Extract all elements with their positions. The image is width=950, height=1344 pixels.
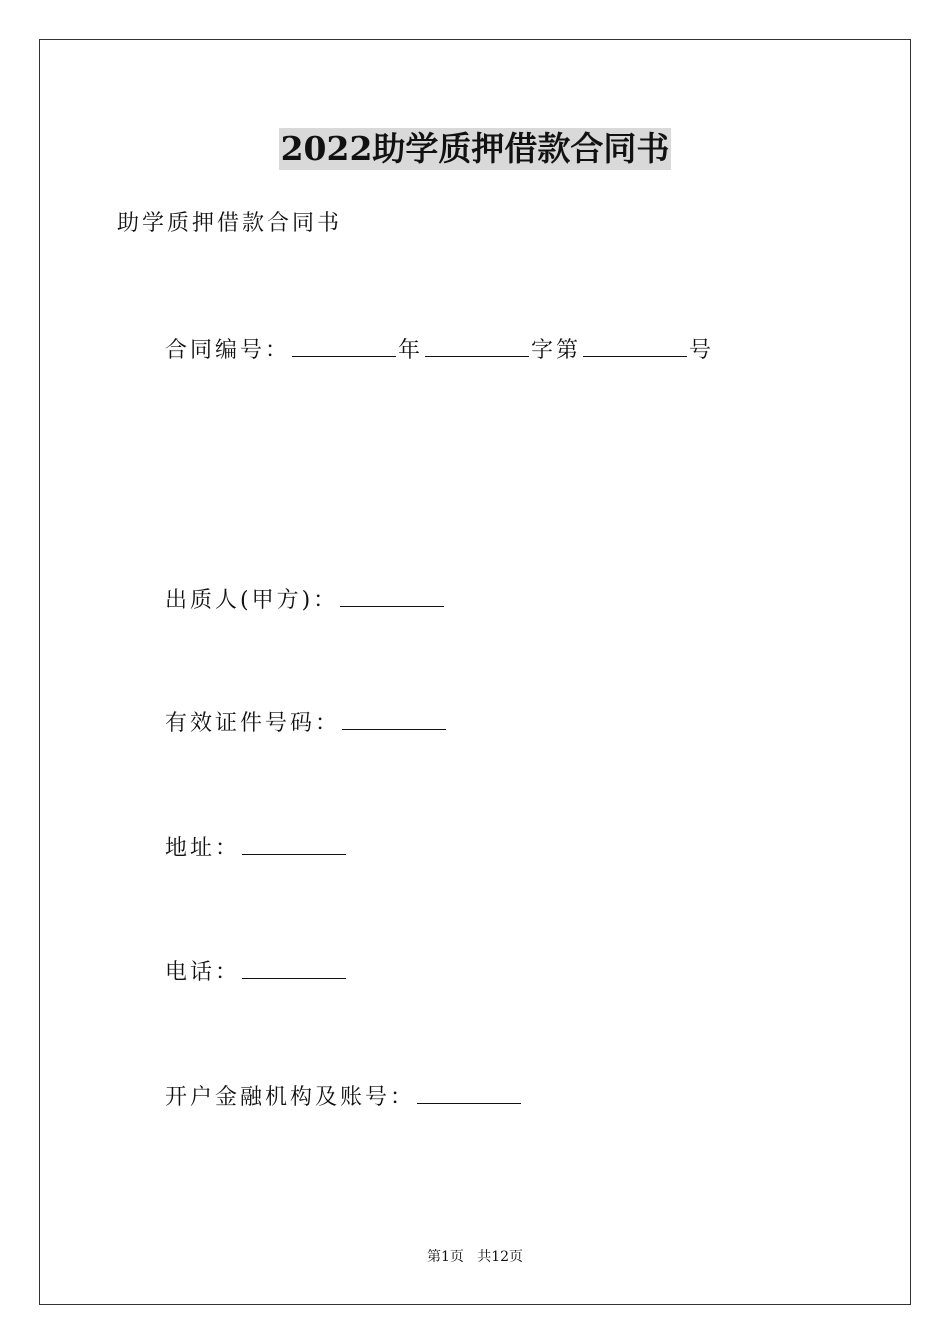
document-title-text: 2022助学质押借款合同书 bbox=[280, 129, 670, 168]
bank-account-line bbox=[165, 1081, 523, 1113]
pledgor-label: 出质人(甲方)： bbox=[165, 588, 339, 613]
bank-account-label: 开户金融机构及账号： bbox=[165, 1085, 416, 1110]
id-number-line bbox=[165, 707, 448, 739]
contract-number-suffix: 号 bbox=[689, 338, 715, 363]
id-number-blank bbox=[342, 707, 446, 730]
document-subtitle: 助学质押借款合同书 bbox=[117, 211, 343, 236]
pledgor-blank bbox=[340, 584, 444, 607]
phone-label: 电话： bbox=[165, 960, 241, 985]
contract-number-label: 合同编号： bbox=[165, 338, 291, 363]
id-number-label: 有效证件号码： bbox=[165, 711, 341, 736]
address-line bbox=[165, 832, 348, 864]
address-label: 地址： bbox=[165, 836, 241, 861]
pledgor-line bbox=[165, 584, 446, 616]
phone-blank bbox=[242, 956, 346, 979]
page-footer: 第1页 共12页 bbox=[426, 1249, 524, 1265]
contract-year-blank bbox=[292, 334, 396, 357]
contract-word-suffix: 字第 bbox=[531, 338, 582, 363]
address-blank bbox=[242, 832, 346, 855]
contract-number-blank bbox=[583, 334, 687, 357]
contract-word-blank bbox=[425, 334, 529, 357]
contract-year-suffix: 年 bbox=[398, 338, 424, 363]
phone-line bbox=[165, 956, 348, 988]
contract-number-line bbox=[165, 334, 714, 366]
document-title bbox=[0, 128, 950, 170]
bank-account-blank bbox=[417, 1081, 521, 1104]
